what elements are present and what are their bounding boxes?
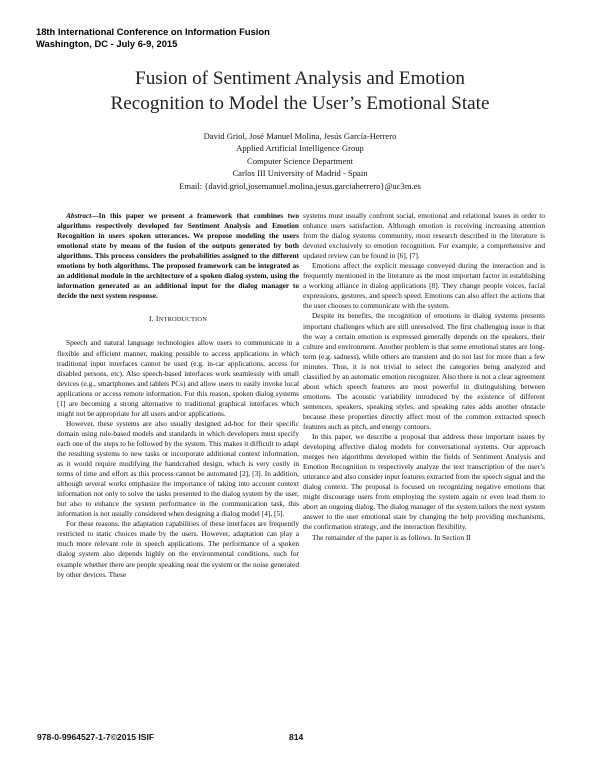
- abstract-label: Abstract: [66, 211, 92, 220]
- right-paragraph-4: In this paper, we describe a proposal that address these important issues by developing affective dialog models for conversational systems. Our approach merges two algorithms developed within the fields of Sentiment Analysis and Emotion Recognition to respectively analyze the text transcription of the user’s utterance and also consider input features extracted from the speech signal and the dialog context. The proposal is focused on recognizing negative emotions that might discourage users from employing the system again or even lead them to abort an ongoing dialog. The dialog manager of the system tailors the next system answer to the user emotional state by changing the help providing mechanisms, the confirmation strategy, and the interaction flexibility.: [303, 432, 545, 532]
- right-paragraph-2: Emotions affect the explicit message conveyed during the interaction and is frequently mentioned in the literature as the most important factor in establishing a working alliance in dialog applications [8]. They change people voices, facial expressions, gestures, and speech speed. Emotions can also affect the actions that the user chooses to communicate with the system.: [303, 261, 545, 311]
- footer-isbn: 978-0-9964527-1-7©2015 ISIF: [37, 732, 155, 742]
- footer-page-number: 814: [289, 732, 304, 742]
- intro-paragraph-2: However, these systems are also usually designed ad-hoc for their specific domain using rule-based models and standards in which developers must specify each one of the steps to be followed by the system. This makes it difficult to adapt the resulting systems to new tasks or incorporate additional context information, as it would require modifying the handcrafted design, which is very costly in terms of time and effort as this process cannot be automated [2], [3]. In addition, although several works emphasize the importance of taking into account context information not only to solve the tasks presented to the dialog system by the user, but also to enhance the system performance in the communication task, this information is not usually considered when designing a dialog model [4], [5].: [57, 418, 299, 519]
- author-department: Computer Science Department: [247, 155, 353, 166]
- paper-title-line-1: Fusion of Sentiment Analysis and Emotion: [135, 68, 465, 89]
- intro-paragraph-3: For these reasons, the adaptation capabilities of these interfaces are frequently restricted to static choices made by the users. However, adaptation can play a much more relevant role in speech applications. The performance of a spoken dialog system also depends highly on the environmental conditions, such for example whether there are people speaking near the system or the noise generated by other devices. These: [57, 519, 299, 579]
- conference-header: [36, 26, 270, 50]
- author-university: Carlos III University of Madrid - Spain: [232, 168, 368, 179]
- left-column: [57, 211, 299, 580]
- abstract: [57, 211, 299, 301]
- intro-paragraph-1: Speech and natural language technologies allow users to communicate in a flexible and efficient manner, making possible to access applications in which traditional input interfaces cannot be used (e.g. in-car applications, access for disabled persons, etc). Also speech-based interfaces work seamlessly with small devices (e.g., smartphones and tablets PCs) and allow users to easily invoke local applications or access remote information. For this reason, spoken dialog systems [1] are becoming a strong alternative to traditional graphical interfaces which might not be appropriate for all users and/or applications.: [57, 338, 299, 418]
- section-number: I.: [148, 314, 154, 324]
- paper-title: [30, 66, 570, 116]
- section-title-rest: NTRODUCTION: [158, 316, 208, 324]
- author-email: Email: {david.griol,josemanuel.molina,jesus.garciaherrero}@uc3m.es: [179, 180, 421, 191]
- right-paragraph-5: The remainder of the paper is as follows. In Section II: [312, 532, 471, 542]
- author-block: [30, 130, 570, 192]
- right-paragraph-3: Despite its benefits, the recognition of emotions in dialog systems presents important challenges which are still unresolved. The first challenging issue is that the way a certain emotion is expressed generally depends on the speakers, their culture and environment. Another problem is that some emotional states are long-term (e.g. sadness), while others are transient and do not last for more than a few minutes. Thus, it is not trivial to select the categories being analyzed and classified by an automatic emotion recognizer. Also there is not a clear agreement about which speech features are most powerful in distinguishing between emotions. The acoustic variability introduced by the existence of different sentences, speakers, speaking styles, and speaking rates adds another obstacle because these properties directly affect most of the common extracted speech features such as pitch, and energy contours.: [303, 311, 545, 431]
- right-column: [303, 211, 545, 543]
- right-paragraph-1: systems must usually confront social, emotional and relational issues in order to enhance users satisfaction. Although emotion is receiving increasing attention from the dialog systems community, most research described in the literature is devoted exclusively to emotion recognition. For example, a comprehensive and updated review can be found in [6], [7].: [303, 211, 545, 261]
- abstract-text: —In this paper we present a framework that combines two algorithms respectively developed for Sentiment Analysis and Emotion Recognition in users spoken utterances. We propose modeling the users emotional state by means of the fusion of the outputs generated by both algorithms. This process considers the probabilities assigned to the different emotions by both algorithms. The proposed framework can be integrated as an additional module in the architecture of a spoken dialog system, using the information generated as an additional input for the dialog manager to decide the next system response.: [57, 211, 299, 301]
- section-heading-introduction: [57, 314, 299, 325]
- paper-title-line-2: Recognition to Model the User’s Emotional State: [110, 93, 490, 114]
- conference-name: 18th International Conference on Information Fusion: [36, 26, 270, 37]
- author-group: Applied Artificial Intelligence Group: [236, 143, 364, 154]
- conference-location-date: Washington, DC - July 6-9, 2015: [36, 38, 178, 49]
- author-names: David Griol, José Manuel Molina, Jesús García-Herrero: [203, 131, 397, 141]
- section-title-initial: I: [155, 314, 159, 324]
